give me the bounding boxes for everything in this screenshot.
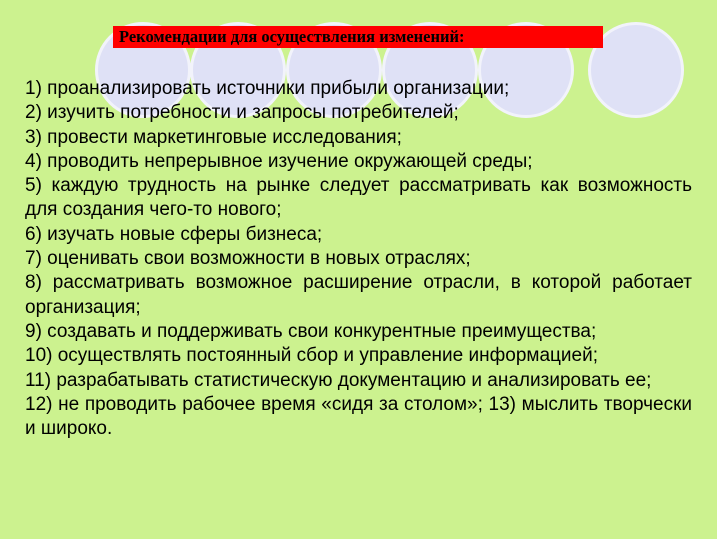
list-item: 1) проанализировать источники прибыли организации;	[25, 78, 510, 99]
list-item: 12) не проводить рабочее время «сидя за столом»; 13) мыслить творчески и широко.	[25, 393, 692, 440]
list-item: 2) изучить потребности и запросы потребителей;	[25, 102, 459, 124]
list-item: 10) осуществлять постоянный сбор и управление информацией;	[25, 345, 598, 367]
list-item: 9) создавать и поддерживать свои конкурентные преимущества;	[25, 320, 597, 342]
list-item: 11) разрабатывать статистическую документацию и анализировать ее;	[25, 369, 652, 391]
recommendations-list	[25, 77, 692, 441]
list-item: 3) провести маркетинговые исследования;	[25, 126, 402, 148]
slide-title: Рекомендации для осуществления изменений:	[113, 26, 603, 48]
list-item: 7) оценивать свои возможности в новых отраслях;	[25, 248, 471, 270]
list-item: 8) рассматривать возможное расширение отрасли, в которой работает организация;	[25, 272, 692, 318]
list-item: 5) каждую трудность на рынке следует рассматривать как возможность для создания чего-то нового;	[25, 175, 692, 221]
list-item: 6) изучать новые сферы бизнеса;	[25, 223, 323, 245]
list-item: 4) проводить непрерывное изучение окружающей среды;	[25, 150, 533, 172]
